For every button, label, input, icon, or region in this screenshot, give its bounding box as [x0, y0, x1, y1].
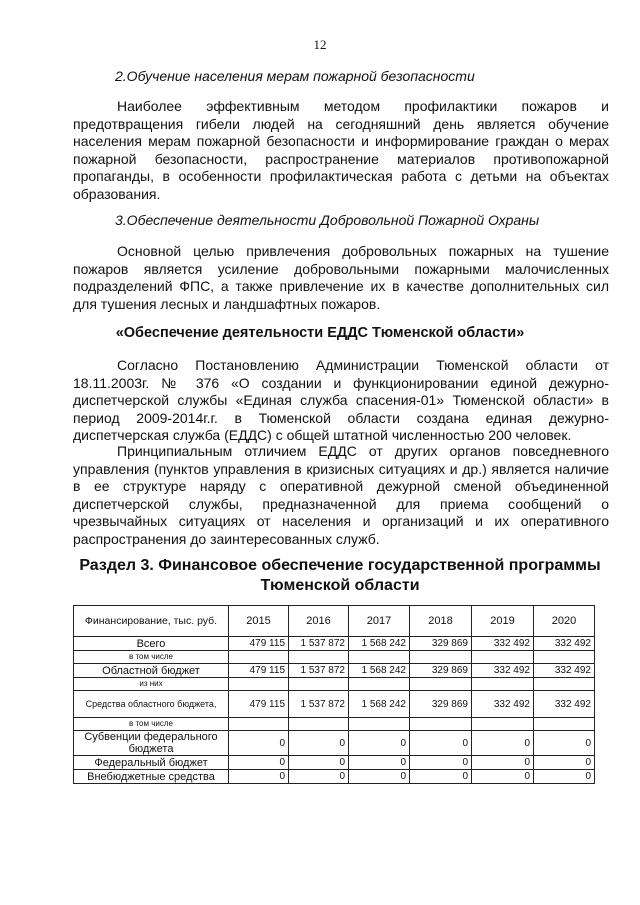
edds-paragraph-2: Принципиальным отличием ЕДДС от других органов повседневного управления (пунктов управления в кризисных ситуациях и др.) является наличие в ее структуре наряду с оперативной дежурной сменой объединенной диспетчерской службы, предназначенной для приема сообщений о чрезвычайных ситуациях от населения и организаций и их оперативного распространения до заинтересованных служб. [73, 443, 609, 547]
section-3-title: 3.Обеспечение деятельности Добровольной Пожарной Охраны [115, 212, 540, 228]
value-cell [410, 718, 472, 731]
year-header-cell: 2019 [472, 606, 534, 637]
value-cell: 1 537 872 [289, 664, 349, 678]
row-label-cell: в том числе [74, 718, 229, 731]
value-cell [229, 718, 289, 731]
value-cell [349, 678, 410, 691]
value-cell [472, 651, 534, 664]
value-cell [349, 718, 410, 731]
value-cell: 0 [534, 756, 595, 770]
value-cell: 332 492 [472, 664, 534, 678]
value-cell [289, 718, 349, 731]
edds-heading: «Обеспечение деятельности ЕДДС Тюменской области» [115, 325, 525, 341]
value-cell [472, 718, 534, 731]
year-header-cell: 2016 [289, 606, 349, 637]
value-cell [534, 678, 595, 691]
value-cell: 1 568 242 [349, 664, 410, 678]
row-label-cell: Внебюджетные средства [74, 770, 229, 784]
value-cell: 1 568 242 [349, 691, 410, 718]
value-cell: 1 537 872 [289, 691, 349, 718]
value-cell: 0 [229, 756, 289, 770]
table-row [74, 664, 595, 678]
section-3-heading: Раздел 3. Финансовое обеспечение государственной программы Тюменской области [79, 557, 601, 594]
section-2-title: 2.Обучение населения мерам пожарной безопасности [115, 68, 475, 84]
table-row [74, 731, 595, 756]
value-cell: 1 537 872 [289, 637, 349, 651]
value-cell: 0 [534, 770, 595, 784]
value-cell: 0 [410, 756, 472, 770]
value-cell [289, 678, 349, 691]
value-cell [349, 651, 410, 664]
value-cell: 0 [349, 756, 410, 770]
value-cell: 0 [472, 756, 534, 770]
value-cell: 0 [229, 731, 289, 756]
value-cell: 332 492 [534, 664, 595, 678]
year-header-cell: 2017 [349, 606, 410, 637]
value-cell: 479 115 [229, 664, 289, 678]
value-cell: 0 [289, 731, 349, 756]
value-cell: 0 [410, 770, 472, 784]
section-3-paragraph: Основной целью привлечения добровольных пожарных на тушение пожаров является усиление добровольными пожарными малочисленных подразделений ФПС, а также привлечение их в качестве дополнительных сил для тушения лесных и ландшафтных пожаров. [73, 243, 609, 312]
table-header-row [74, 606, 595, 637]
value-cell: 0 [410, 731, 472, 756]
value-cell [534, 651, 595, 664]
table-row [74, 756, 595, 770]
year-header-cell: 2018 [410, 606, 472, 637]
financing-table [73, 605, 595, 784]
row-label-cell: Средства областного бюджета, [74, 691, 229, 718]
value-cell [289, 651, 349, 664]
table-row [74, 637, 595, 651]
value-cell: 329 869 [410, 664, 472, 678]
value-cell: 329 869 [410, 691, 472, 718]
value-cell: 0 [534, 731, 595, 756]
value-cell: 0 [229, 770, 289, 784]
year-header-cell: 2020 [534, 606, 595, 637]
row-label-cell: Федеральный бюджет [74, 756, 229, 770]
table-row [74, 678, 595, 691]
page-number: 12 [313, 37, 327, 52]
value-cell [410, 651, 472, 664]
table-row [74, 718, 595, 731]
table-row [74, 770, 595, 784]
value-cell: 332 492 [534, 637, 595, 651]
edds-paragraph-1: Согласно Постановлению Администрации Тюменской области от 18.11.2003г. № 376 «О создании и функционировании единой дежурно-диспетчерской службы «Единая служба спасения-01» Тюменской области» в период 2009-2014г.г. в Тюменской области создана единая дежурно-диспетчерская служба (ЕДДС) с общей штатной численностью 200 человек. [73, 357, 609, 443]
value-cell: 329 869 [410, 637, 472, 651]
row-label-cell: Всего [74, 637, 229, 651]
value-cell: 0 [289, 770, 349, 784]
row-label-cell: Областной бюджет [74, 664, 229, 678]
value-cell [410, 678, 472, 691]
value-cell: 0 [349, 731, 410, 756]
row-label-cell: в том числе [74, 651, 229, 664]
value-cell: 1 568 242 [349, 637, 410, 651]
row-label-cell: из них [74, 678, 229, 691]
value-cell: 332 492 [534, 691, 595, 718]
value-cell [534, 718, 595, 731]
value-cell: 332 492 [472, 637, 534, 651]
row-label-cell: Субвенции федерального бюджета [74, 731, 229, 756]
value-cell [229, 678, 289, 691]
value-cell: 479 115 [229, 691, 289, 718]
financing-table-body [74, 606, 595, 784]
value-cell [229, 651, 289, 664]
value-cell: 0 [349, 770, 410, 784]
value-cell: 0 [472, 731, 534, 756]
value-cell: 332 492 [472, 691, 534, 718]
value-cell: 0 [472, 770, 534, 784]
table-row [74, 651, 595, 664]
section-2-paragraph: Наиболее эффективным методом профилактики пожаров и предотвращения гибели людей на сегодняшний день является обучение населения мерам пожарной безопасности и информирование граждан о мерах пожарной безопасности, распространение материалов противопожарной пропаганды, в особенности профилактическая работа с детьми на объектах образования. [73, 98, 609, 202]
year-header-cell: 2015 [229, 606, 289, 637]
value-cell: 479 115 [229, 637, 289, 651]
table-row [74, 691, 595, 718]
header-label-cell: Финансирование, тыс. руб. [74, 606, 229, 637]
value-cell [472, 678, 534, 691]
value-cell: 0 [289, 756, 349, 770]
